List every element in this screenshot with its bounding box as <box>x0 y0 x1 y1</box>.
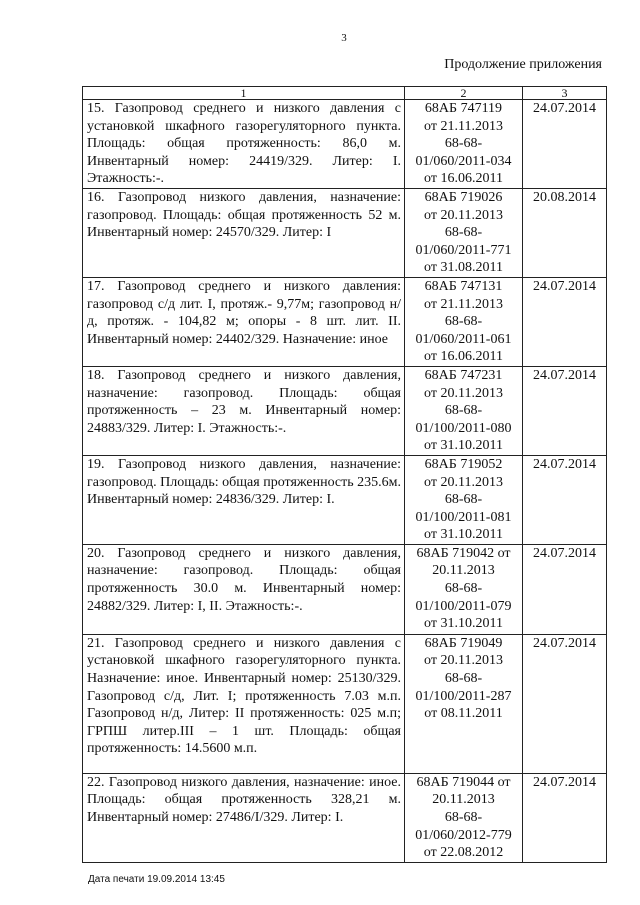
registration-line: 68-68- <box>444 810 483 826</box>
registration-date: 24.07.2014 <box>523 366 607 455</box>
object-description: 18. Газопровод среднего и низкого давления, назначение: газопровод. Площадь: общая протяженность – 23 м. Инвентарный номер: 24883/329. Литер: I. Этажность:-. <box>83 366 405 455</box>
table-row <box>83 544 607 634</box>
registration-line: от 21.11.2013 <box>424 118 503 134</box>
registration-line: 01/100/2011-079 <box>415 598 512 614</box>
column-header: 1 <box>83 87 405 100</box>
registration-line: 01/100/2011-080 <box>415 420 512 436</box>
registration-date: 24.07.2014 <box>523 773 607 862</box>
registration-document <box>405 189 523 278</box>
object-description: 22. Газопровод низкого давления, назначение: иное. Площадь: общая протяженность 328,21 м. Инвентарный номер: 27486/I/329. Литер: I. <box>83 773 405 862</box>
registration-line: от 31.10.2011 <box>424 438 503 454</box>
registration-line: 01/060/2011-771 <box>415 242 512 258</box>
table-row <box>83 455 607 544</box>
registration-line: от 08.11.2011 <box>424 706 503 722</box>
registration-date: 24.07.2014 <box>523 455 607 544</box>
registration-line: от 31.10.2011 <box>424 527 503 543</box>
registration-line: от 22.08.2012 <box>423 845 504 861</box>
registration-line: 68-68- <box>444 136 483 152</box>
registration-line: 68АБ 747119 <box>424 101 503 116</box>
registration-line: 01/100/2011-287 <box>415 688 512 704</box>
registration-line: 68АБ 747131 <box>424 278 503 294</box>
registration-line: 01/060/2012-779 <box>415 827 512 843</box>
registration-document <box>405 100 523 189</box>
registration-line: 20.11.2013 <box>432 792 495 808</box>
registration-date: 24.07.2014 <box>523 277 607 366</box>
registration-line: 68-68- <box>444 492 483 508</box>
registration-line: 68-68- <box>444 314 483 330</box>
table-row <box>83 189 607 278</box>
registration-line: от 16.06.2011 <box>424 349 503 365</box>
registration-document <box>405 277 523 366</box>
registration-date: 24.07.2014 <box>523 634 607 773</box>
registration-document <box>405 634 523 773</box>
registration-document <box>405 773 523 862</box>
object-description: 17. Газопровод среднего и низкого давления: газопровод с/д лит. I, протяж.- 9,77м; газопровод н/д, протяж. - 104,82 м; опоры - 8 шт. лит. II. Инвентарный номер: 24402/329. Назначение: иное <box>83 277 405 366</box>
table-row <box>83 634 607 773</box>
property-table <box>82 86 607 863</box>
registration-line: 68-68- <box>444 403 483 419</box>
registration-line: от 31.10.2011 <box>424 616 503 632</box>
object-description: 20. Газопровод среднего и низкого давления, назначение: газопровод. Площадь: общая протяженность 30.0 м. Инвентарный номер: 24882/329. Литер: I, II. Этажность:-. <box>83 544 405 634</box>
registration-date: 24.07.2014 <box>523 544 607 634</box>
table-body <box>83 100 607 863</box>
registration-line: 68АБ 719026 <box>424 190 503 205</box>
registration-line: от 20.11.2013 <box>424 653 503 669</box>
registration-line: 68-68- <box>444 671 483 687</box>
registration-line: 01/060/2011-034 <box>415 153 512 169</box>
column-header: 3 <box>523 87 607 100</box>
registration-date: 24.07.2014 <box>523 100 607 189</box>
column-header: 2 <box>405 87 523 100</box>
table-header-row <box>83 87 607 100</box>
table-row <box>83 773 607 862</box>
registration-line: 68-68- <box>444 581 483 597</box>
continuation-label: Продолжение приложения <box>444 57 602 72</box>
registration-line: 68АБ 719049 <box>424 635 503 651</box>
registration-line: 68АБ 719044 от <box>416 774 511 790</box>
registration-line: от 31.08.2011 <box>424 260 503 276</box>
registration-line: 68АБ 747231 <box>424 367 503 383</box>
page-number: 3 <box>341 32 347 44</box>
registration-document <box>405 455 523 544</box>
registration-line: 01/060/2011-061 <box>415 331 512 347</box>
registration-line: 68АБ 719042 от <box>416 545 511 561</box>
object-description: 16. Газопровод низкого давления, назначение: газопровод. Площадь: общая протяженность 52 м. Инвентарный номер: 24570/329. Литер: I <box>83 189 405 278</box>
registration-line: от 16.06.2011 <box>424 171 503 187</box>
object-description: 21. Газопровод среднего и низкого давления с установкой шкафного газорегуляторного пункта. Назначение: иное. Инвентарный номер: 25130/329. Газопровод с/д, Лит. I; протяженность 7.03 м.п. Газопровод н/д, Литер: II протяженность: 025 м.п; ГРПШ литер.III – 1 шт. Площадь: общая протяженность: 14.5600 м.п. <box>83 634 405 773</box>
table-row <box>83 366 607 455</box>
object-description: 19. Газопровод низкого давления, назначение: газопровод. Площадь: общая протяженность 235.6м. Инвентарный номер: 24836/329. Литер: I. <box>83 455 405 544</box>
registration-document <box>405 544 523 634</box>
table-row <box>83 277 607 366</box>
table-row <box>83 100 607 189</box>
registration-document <box>405 366 523 455</box>
object-description: 15. Газопровод среднего и низкого давления с установкой шкафного газорегуляторного пункта. Площадь: общая протяженность: 86,0 м. Инвентарный номер: 24419/329. Литер: I. Этажность:-. <box>83 100 405 189</box>
registration-line: 68-68- <box>444 225 483 241</box>
registration-line: от 21.11.2013 <box>424 296 503 312</box>
registration-line: от 20.11.2013 <box>424 385 503 401</box>
registration-line: 20.11.2013 <box>432 563 495 579</box>
registration-line: 68АБ 719052 <box>424 456 503 472</box>
registration-line: от 20.11.2013 <box>424 474 503 490</box>
registration-line: 01/100/2011-081 <box>415 509 512 525</box>
registration-line: от 20.11.2013 <box>424 207 503 223</box>
print-date-footer: Дата печати 19.09.2014 13:45 <box>88 874 225 885</box>
registration-date: 20.08.2014 <box>523 189 607 278</box>
